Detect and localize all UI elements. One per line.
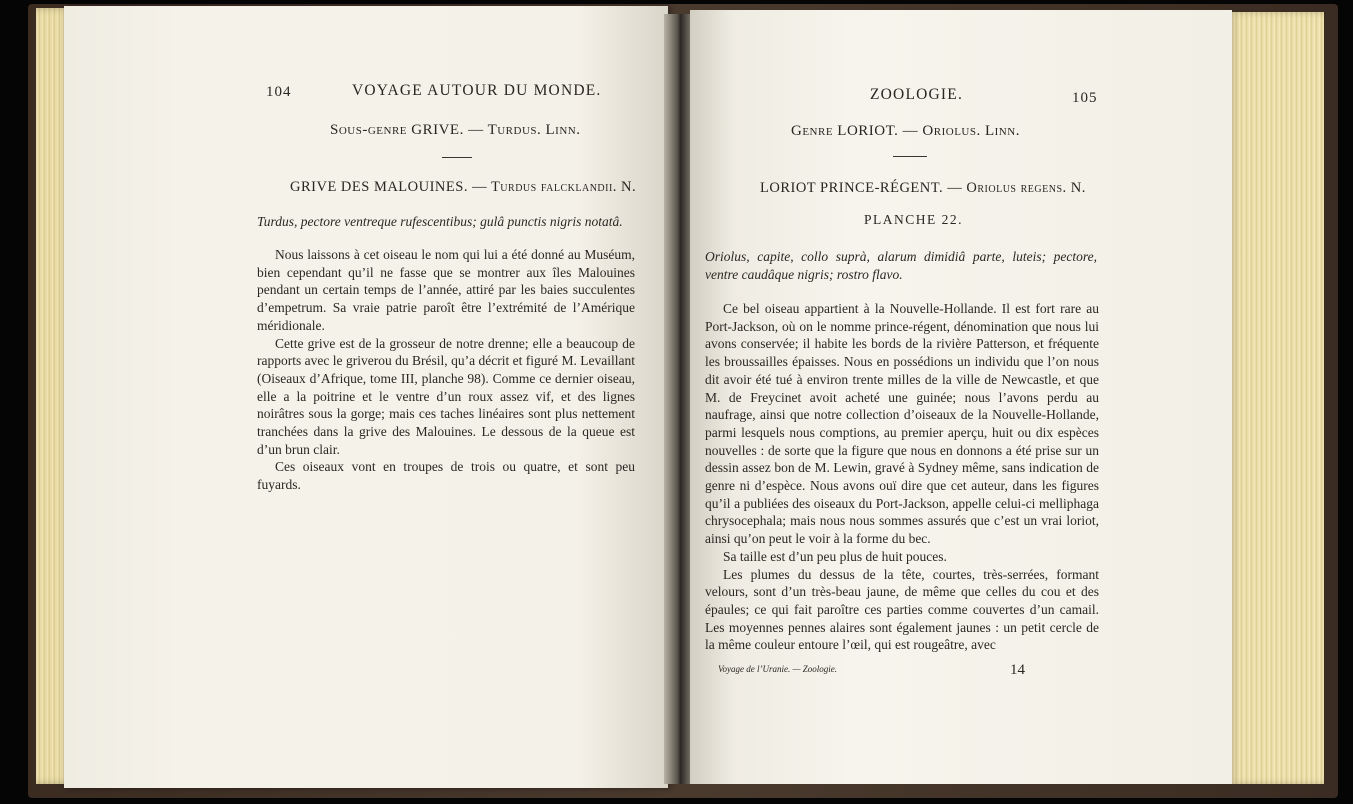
page-number: 105 (1072, 90, 1098, 106)
running-head: ZOOLOGIE. (870, 86, 964, 103)
page-edges-right (1228, 12, 1324, 784)
species-heading: GRIVE DES MALOUINES. — Turdus falcklandii. N. (290, 179, 637, 195)
paragraph: Cette grive est de la grosseur de notre drenne; elle a beaucoup de rapports avec le griverou du Brésil, qu’a décrit et figuré M. Levaillant (Oiseaux d’Afrique, tome III, planche 98). Comme ce dernier oiseau, elle a la poitrine et le ventre d’un roux assez vif, et des lignes noirâtres sous la gorge; mais ces taches linéaires sont plus nettement tranchées dans la grive des Malouines. Le dessous de la queue est d’un brun clair. (257, 335, 635, 457)
paragraph: Sa taille est d’un peu plus de huit pouces. (723, 548, 947, 564)
latin-diagnosis: Turdus, pectore ventreque rufescentibus; gulâ punctis nigris notatâ. (257, 214, 623, 229)
subgenus-heading: Sous-genre GRIVE. — Turdus. Linn. (330, 122, 581, 138)
separator-rule (893, 156, 927, 157)
paragraph: Ce bel oiseau appartient à la Nouvelle-Hollande. Il est fort rare au Port-Jackson, où on le nomme prince-régent, dénomination que nous lui avons conservée; il habite les bords de la rivière Patterson, et fréquente les broussailles épaisses. Nous en possédions un individu que l’on nous dit avoir été tué à environ trente milles de la ville de Newcastle, et que M. de Freycinet avoit acheté une guinée; nous l’avons perdu au naufrage, ainsi que notre collection d’oiseaux de la Nouvelle-Hollande, parmi lesquels nous comptions, au premier aperçu, huit ou dix espèces nouvelles : de sorte que la figure que nous en donnons a été prise sur un dessin assez bon de M. Lewin, gravé à Sydney même, sans indication de genre ni d’espèce. Nous avons ouï dire que cet auteur, dans les figures qu’il a publiées des oiseaux du Port-Jackson, appelle celui-ci melliphaga chrysocephala; mais nous nous sommes assurés que c’est un vrai loriot, ainsi qu’on peut le voir à la forme du bec. (705, 301, 1099, 547)
species-heading: LORIOT PRINCE-RÉGENT. — Oriolus regens. N. (760, 180, 1086, 196)
paragraph: Ces oiseaux vont en troupes de trois ou quatre, et sont peu fuyards. (257, 459, 635, 493)
separator-rule (442, 157, 472, 158)
genus-heading: Genre LORIOT. — Oriolus. Linn. (791, 123, 1020, 139)
footer-imprint: Voyage de l’Uranie. — Zoologie. (718, 664, 837, 674)
page-number: 104 (266, 84, 292, 100)
left-page (64, 6, 668, 788)
signature-mark: 14 (1010, 662, 1025, 678)
right-page (690, 10, 1232, 784)
body-text (705, 300, 1099, 654)
running-head: VOYAGE AUTOUR DU MONDE. (352, 82, 602, 99)
latin-diagnosis: Oriolus, capite, collo suprà, alarum dimidiâ parte, luteis; pectore, ventre caudâque nigris; rostro flavo. (705, 249, 1097, 282)
paragraph: Les plumes du dessus de la tête, courtes, très-serrées, formant velours, sont d’un très-beau jaune, de même que celles du cou et des épaules; ce qui fait paroître ces parties comme couvertes d’un camail. Les moyennes pennes alaires sont également jaunes : un petit cercle de la même couleur entoure l’œil, qui est rougeâtre, avec (705, 566, 1099, 653)
paragraph: Nous laissons à cet oiseau le nom qui lui a été donné au Muséum, bien cependant qu’il ne fasse que se montrer aux îles Malouines pendant un certain temps de l’année, attiré par les baies succulentes d’empetrum. Sa vraie patrie paroît être l’extrémité de l’Amérique méridionale. (257, 247, 635, 333)
body-text (257, 246, 635, 494)
plate-label: PLANCHE 22. (864, 212, 964, 227)
